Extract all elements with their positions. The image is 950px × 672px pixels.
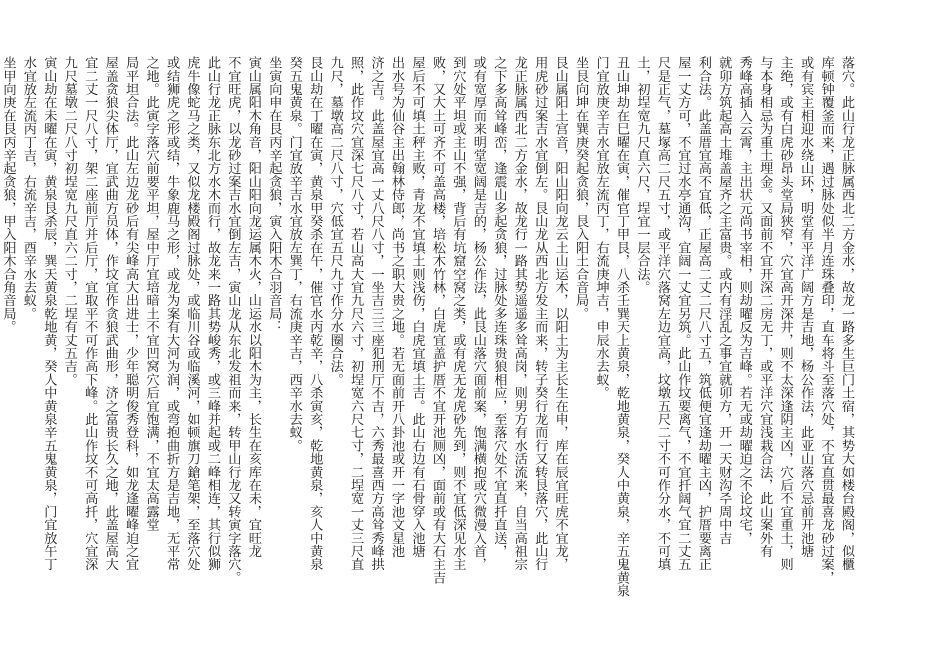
- text-column: 败，又大土可齐不可盖高楼，培松木竹林，白虎宜盖护厝不宜开池厕凶，面前或有大石主吉: [429, 56, 445, 584]
- text-column: 利合法。此盖厝宜高不宜低，正屋高二丈二尺八寸五，筑低便宜逢劫曜主凶，护厝要离正: [695, 56, 711, 571]
- text-column: 尺是正气，墓塚高二尺五寸，或平洋穴落窝左边宜高，坟墩五尺二寸不可作分水，不可填: [654, 56, 670, 571]
- text-column: 之地。此寅字落穴前要平坦，屋中厅宜培暗土不宜凹窝穴后宜饱满，不宜太高露堂: [143, 56, 159, 532]
- text-column: 库顿钟覆釜而来，遇过脉处似半月连珠叠印，直车将斗至落穴处，不宜直贯最喜龙砂过案，: [818, 56, 834, 584]
- text-column: 寅山劫在未曜在寅，黄泉艮杀辰，巽天黄泉乾地黄，癸人中黄泉辛五鬼黄泉，门宜放午丁: [41, 56, 57, 571]
- text-column: 屋一丈方可，不宜过水亭通沟，宜阔一丈宜另筑。此山作坟要离气，不宜扦阔气宜二丈五: [675, 56, 691, 571]
- text-column: 或有宽厚而来明堂宽阔是吉的，杨公作法，此艮山落穴面前案，饱满横抱或穴微漫入首，: [470, 56, 486, 571]
- text-column: 艮山属阳土宫音，阳山阳向龙云土山运木，以阳土为主长生在申，库在辰宜旺虎不宜龙，: [552, 56, 568, 571]
- text-column: 宜二丈一尺八寸，架二座前厅并后厅，宜取平不可作高下峰。此山作坟不可高扦，穴宜深: [82, 56, 98, 571]
- text-column: 九尺，墓墩高二尺八寸，穴低宜五尺九寸作分水圈合法。: [327, 56, 343, 386]
- text-column: 不宜旺虎，以龙砂过案吉水宜倒左吉，寅山龙从东北发祖而来，转甲山行龙又转寅字落穴。: [225, 56, 241, 584]
- text-column: 与本身相忌为重土埋金。又面前不宜开深二房无丁，或平洋穴宜浅栽合法，此山案外有: [757, 56, 773, 558]
- text-column: 水宜放左流丙丁吉，右流辛吉，酉辛水去蚁。: [20, 56, 36, 320]
- text-column: 此山行龙正脉东北方水木而行，故龙来一路其势峻秀，或三峰并起或二峰相连，其行似狮: [204, 56, 220, 571]
- text-column: 虎牛像蛇马之类，又似龙楼殿阁过脉处，或临川谷或临溪河，如顿旗刀鎗笔架，至落穴处: [184, 56, 200, 571]
- text-column: 坐艮向坤在巽庚癸起贪狼，艮入阳土合音局。: [573, 56, 589, 320]
- text-column: 就卯方筑起高土堆盖屋齐之主富贵。或内有淫乱之事宜就卯方，开一天财沟주周中吉: [716, 56, 732, 545]
- text-column: 土，初埕宽九尺直六尺，埕宜一层合法。: [634, 56, 650, 294]
- text-column: 秀峰高插入云霄，主出状元尚书宰相，则劫曜反为吉峰。若无或劫曜迫之不论坟宅，: [736, 56, 752, 545]
- text-column: 主绝，或有白虎砂昂头堂局狭窄，穴宜高开深井，则不太深逢阴主凶，穴后不宜重土，则: [777, 56, 793, 571]
- text-column: 出水号为仙谷主出翰林侍郎，尚书之职大贵之地。若无面前开八卦池或开一字池文星池: [389, 56, 405, 558]
- text-column: 寅山属阳木角音，阳山阳向龙运属木火，山运水以阳木为主，长生在亥库在未，宜旺龙: [245, 56, 261, 558]
- text-column: 屋后不可填土秤主败，青龙不宜填土则浅伤，白虎宜填土吉。此山右边有石骨穿入池塘: [409, 56, 425, 558]
- text-column: 之下多高耸峰峦，逢震山多起贪狼，过脉处多连珠贵狼相应，至落穴处不宜直扦直送，: [491, 56, 507, 558]
- text-column: 到穴处平坦或主山不强，背后有坑窟空窝之类，或有虎无龙虎砂先到，则不宜低深见水主: [450, 56, 466, 571]
- text-column: 丑山坤劫在巳曜在寅，催官丁甲艮，八杀壬巽天上黄泉，乾地黄泉，癸人中黄泉，辛五鬼黄泉: [614, 56, 630, 598]
- vertical-text-body: [0, 56, 856, 616]
- text-column: 坐甲向庚在艮丙辛起贪狼，甲入阳木合角音局。: [0, 56, 16, 334]
- text-column: 九尺墓墩二尺八寸初埕宽九尺直六二寸，二埕有丈五吉。: [61, 56, 77, 386]
- text-column: 癸五鬼黄泉。门宜放辛吉水宜放左巽丁，右流庚辛吉，西辛水去蚁。: [286, 56, 302, 452]
- text-column: 用虎砂过案吉水宜倒左。艮山龙从西北方发主而来，转子癸行龙而行又转艮落穴，此山行: [532, 56, 548, 571]
- text-column: 门宜放庚辛吉水宜放左流丙丁，右流庚坤吉，申辰水去蚁。: [593, 56, 609, 400]
- text-column: 局平坦合法。此山左边龙砂后有尖峰高大出进士，少年聪明俊秀登科，如龙逢曜峰迫之宜: [123, 56, 139, 571]
- text-column: 或结狮虎之形或结，牛象鹿马之形，或龙为案有大河为润，或弯抱曲折方是吉地，无平常: [164, 56, 180, 571]
- text-column: 照，此作坟穴宜深七尺八寸，若山高大宜九尺六寸，初埕宽六尺七寸，二埕宽一丈三尺直: [348, 56, 364, 571]
- text-column: 屋盖贪狼尖体厅，宜武曲方员体，作坟宜作贪狼武曲形，济之富贵长久之地，此盖屋高大: [102, 56, 118, 571]
- text-column: 或有宾主相迎水绕山环，明堂有平洋广阔方是吉地，杨公作法，此亚山落穴忌前开池塘: [798, 56, 814, 558]
- text-column: 济之吉。此盖屋宜高一丈八尺八寸，一坐吉三三座犯刑厅不吉，六秀最喜西方高耸秀峰拱: [368, 56, 384, 571]
- text-column: 龙正脉属西北二方金水，故龙行一路其势遥遥多耸高岗，则男方有水活流来，自当高祖宗: [511, 56, 527, 571]
- text-column: 艮山劫在丁曜在寅，黄泉甲癸杀在午，催官水丙乾辛，八杀寅亥，乾地黄泉，亥人中黄泉: [307, 56, 323, 571]
- text-column: 落穴。此山行龙正脉属西北二方金水，故龙一路多生巨门土宿，其势大如楼台殿阁，似櫃: [839, 56, 854, 571]
- text-column: 坐寅向申在艮丙辛起贪狼，寅入阳木合羽音局：: [266, 56, 282, 334]
